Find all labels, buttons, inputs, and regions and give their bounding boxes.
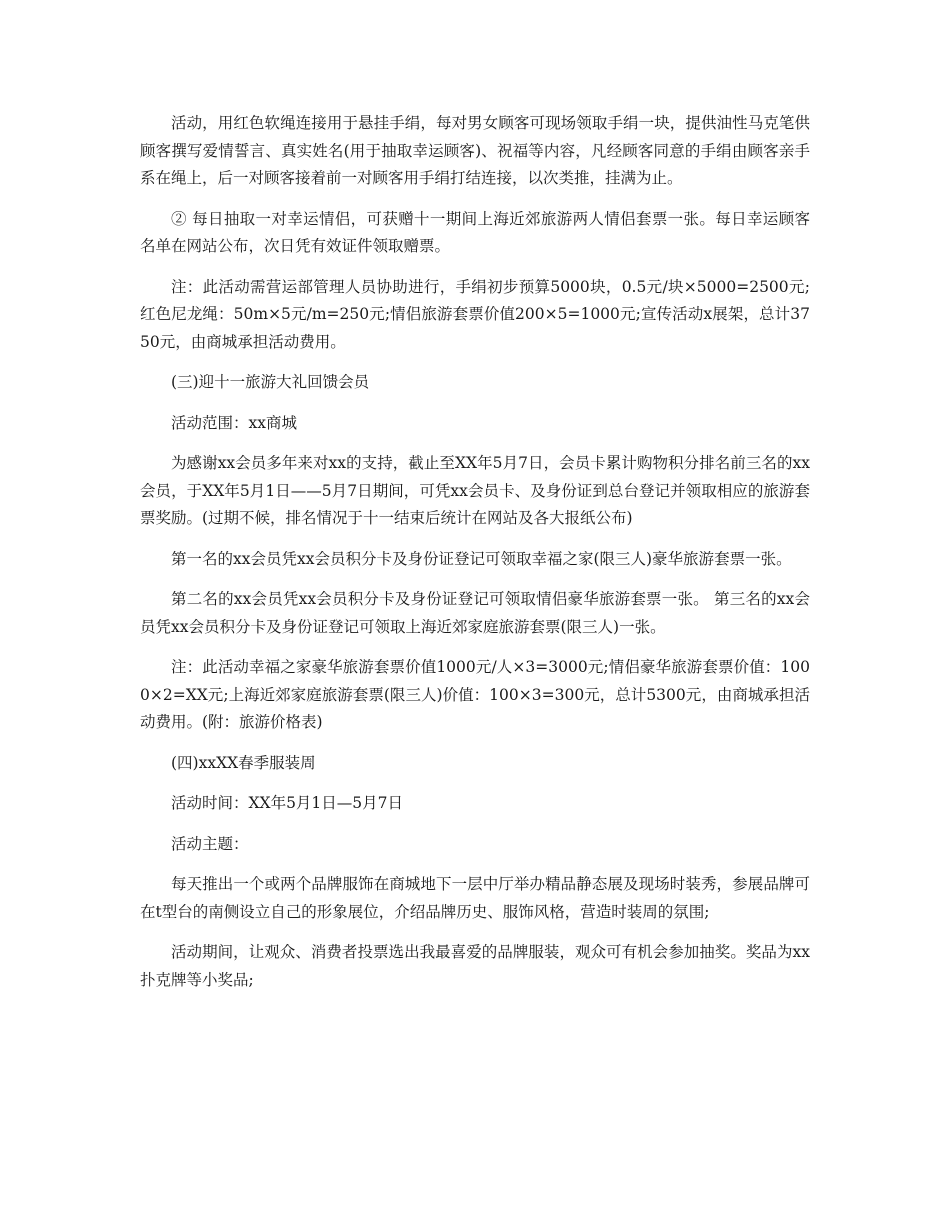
paragraph-activity-scope: 活动范围：xx商城 — [171, 413, 297, 432]
document-page — [140, 110, 810, 1007]
paragraph-voting: 活动期间，让观众、消费者投票选出我最喜爱的品牌服装，观众可有机会参加抽奖。奖品为xx扑克牌等小奖品; — [140, 943, 810, 989]
paragraph-first-prize: 第一名的xx会员凭xx会员积分卡及身份证登记可领取幸福之家(限三人)豪华旅游套票一张。 — [171, 549, 792, 568]
paragraph-activity-time: 活动时间：XX年5月1日—5月7日 — [171, 794, 404, 812]
paragraph-activity-theme: 活动主题： — [171, 834, 249, 853]
paragraph-member-thanks: 为感谢xx会员多年来对xx的支持，截止至XX年5月7日，会员卡累计购物积分排名前三名的xx会员，于XX年5月1日——5月7日期间，可凭xx会员卡、及身份证到总台登记并领取相应的旅游套票奖励。(过期不候，排名情况于十一结束后统计在网站及各大报纸公布) — [140, 454, 810, 527]
section-heading-3: (三)迎十一旅游大礼回馈会员 — [171, 373, 370, 391]
paragraph-handkerchief-activity: 活动，用红色软绳连接用于悬挂手绢，每对男女顾客可现场领取手绢一块，提供油性马克笔供顾客撰写爱情誓言、真实姓名(用于抽取幸运顾客)、祝福等内容，凡经顾客同意的手绢由顾客亲手系在绳上，后一对顾客接着前一对顾客用手绢打结连接，以次类推，挂满为止。 — [140, 114, 810, 187]
paragraph-budget-note-1: 注：此活动需营运部管理人员协助进行，手绢初步预算5000块，0.5元/块×5000=2500元;红色尼龙绳：50m×5元/m=250元;情侣旅游套票价值200×5=1000元;宣传活动x展架，总计3750元，由商城承担活动费用。 — [140, 277, 810, 351]
paragraph-second-third-prize: 第二名的xx会员凭xx会员积分卡及身份证登记可领取情侣豪华旅游套票一张。 第三名的xx会员凭xx会员积分卡及身份证登记可领取上海近郊家庭旅游套票(限三人)一张。 — [140, 590, 810, 636]
section-heading-4: (四)xxXX春季服装周 — [171, 753, 316, 772]
paragraph-budget-note-2: 注：此活动幸福之家豪华旅游套票价值1000元/人×3=3000元;情侣豪华旅游套票价值：1000×2=XX元;上海近郊家庭旅游套票(限三人)价值：100×3=300元，总计5300元，由商城承担活动费用。(附：旅游价格表) — [140, 658, 810, 731]
paragraph-brand-show: 每天推出一个或两个品牌服饰在商城地下一层中厅举办精品静态展及现场时装秀，参展品牌可在t型台的南侧设立自己的形象展位，介绍品牌历史、服饰风格，营造时装周的氛围; — [140, 875, 810, 921]
paragraph-lucky-couple-draw: ② 每日抽取一对幸运情侣，可获赠十一期间上海近郊旅游两人情侣套票一张。每日幸运顾客名单在网站公布，次日凭有效证件领取赠票。 — [140, 209, 810, 255]
